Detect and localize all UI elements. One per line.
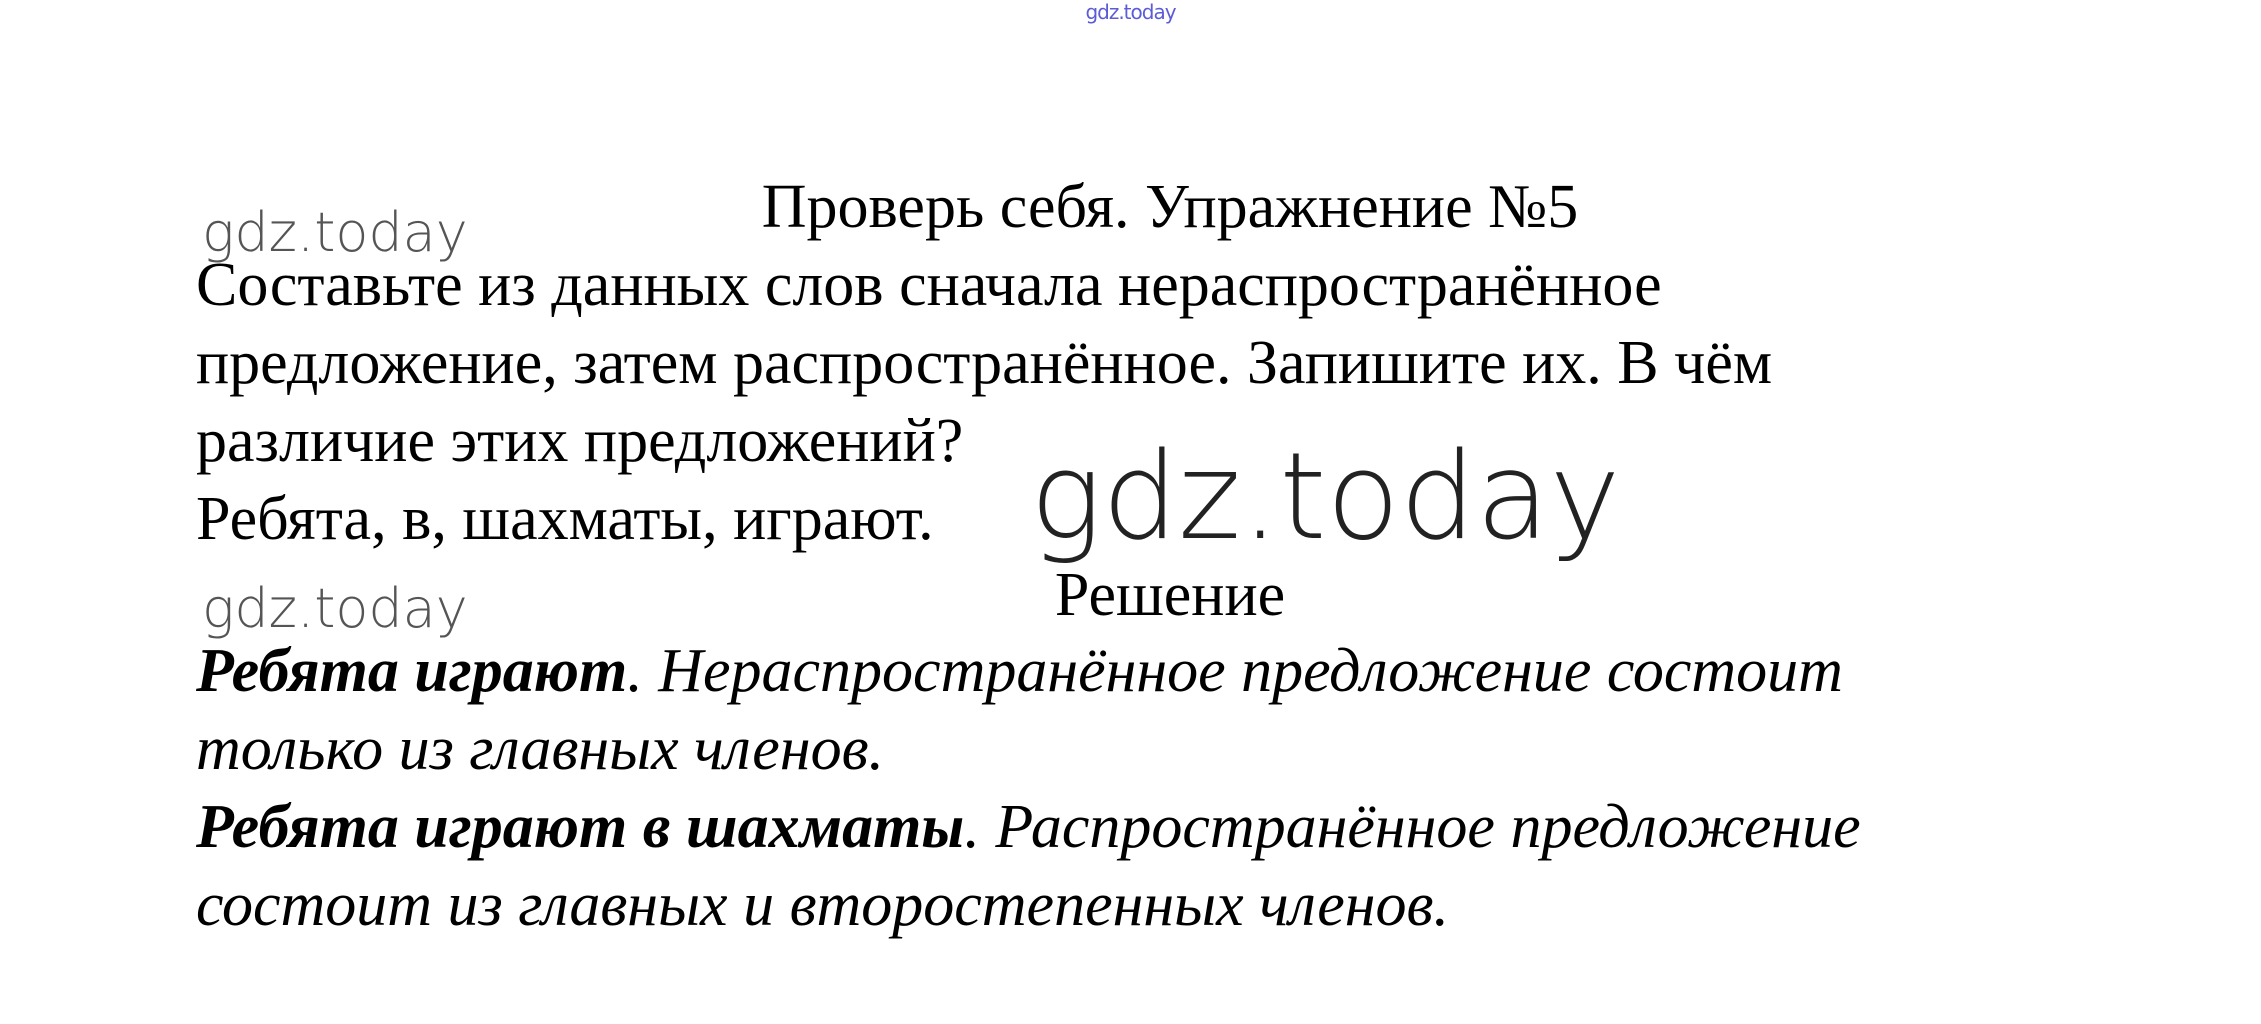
task-line: предложение, затем распространённое. Запишите их. В чём (196, 329, 1773, 397)
top-watermark: gdz.today (1085, 0, 1176, 24)
watermark-center-large: gdz.today (1030, 428, 1621, 567)
solution-heading: Решение (1054, 561, 1286, 629)
watermark-left-lower: gdz.today (202, 577, 468, 640)
task-line: Составьте из данных слов сначала нераспространённое (196, 251, 1662, 319)
answer-text (196, 632, 2146, 944)
page-title: Проверь себя. Упражнение №5 (761, 173, 1579, 241)
answer-explanation: . Распространённое предложение (964, 793, 1861, 861)
answer-sentence-extended: Ребята играют в шахматы (196, 793, 965, 861)
answer-line: только из главных членов. (196, 715, 884, 783)
answer-sentence-simple: Ребята играют (196, 637, 628, 705)
task-line: различие этих предложений? (196, 407, 964, 475)
answer-explanation: . Нераспространённое предложение состоит (627, 637, 1843, 705)
answer-line (196, 632, 2146, 710)
answer-line: состоит из главных и второстепенных членов. (196, 871, 1449, 939)
watermark-left-upper: gdz.today (202, 201, 468, 264)
task-words-line: Ребята, в, шахматы, играют. (196, 485, 934, 553)
answer-line (196, 788, 2146, 866)
